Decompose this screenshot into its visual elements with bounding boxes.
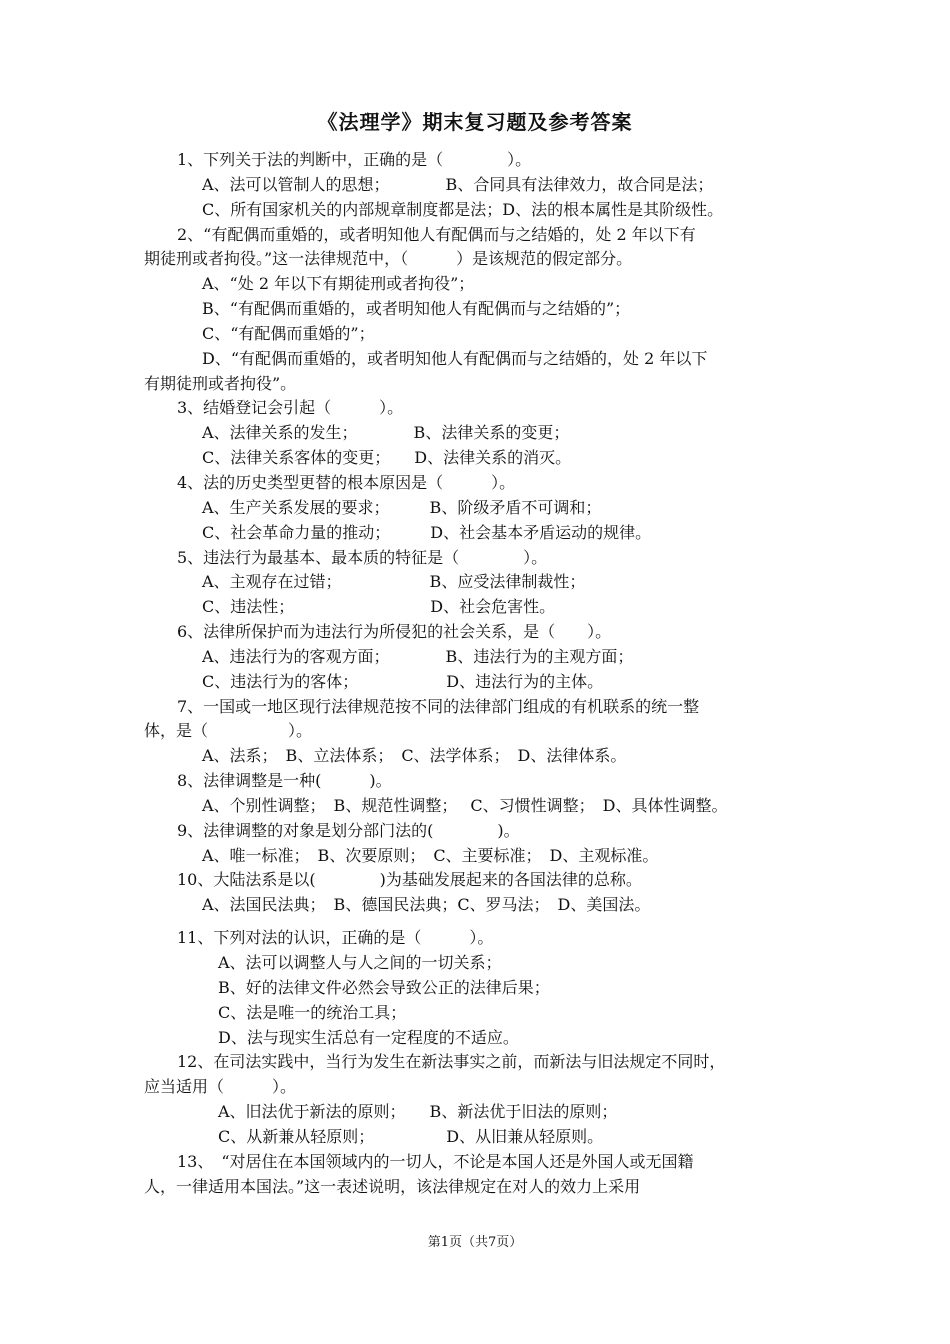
question-line: 4、法的历史类型更替的根本原因是（ ）。 — [177, 472, 516, 492]
option-line: C、从新兼从轻原则； D、从旧兼从轻原则。 — [218, 1126, 604, 1146]
question-line: 9、法律调整的对象是划分部门法的( )。 — [177, 820, 520, 840]
question-continuation: 人，一律适用本国法。”这一表述说明，该法律规定在对人的效力上采用 — [144, 1176, 641, 1196]
question-line: 7、一国或一地区现行法律规范按不同的法律部门组成的有机联系的统一整 — [177, 696, 700, 716]
option-line: C、违法性； D、社会危害性。 — [202, 597, 556, 617]
question-list — [144, 148, 812, 1199]
option-line: A、法系； B、立法体系； C、法学体系； D、法律体系。 — [202, 746, 627, 766]
option-line: A、主观存在过错； B、应受法律制裁性； — [202, 572, 586, 592]
option-line: C、法律关系客体的变更； D、法律关系的消灭。 — [202, 448, 572, 468]
question-line: 11、下列对法的认识，正确的是（ ）。 — [177, 928, 494, 948]
option-line: A、旧法优于新法的原则； B、新法优于旧法的原则； — [218, 1102, 618, 1122]
option-line: C、社会革命力量的推动； D、社会基本矛盾运动的规律。 — [202, 522, 652, 542]
question-line: 10、大陆法系是以( )为基础发展起来的各国法律的总称。 — [177, 870, 642, 890]
option-line: A、唯一标准； B、次要原则； C、主要标准； D、主观标准。 — [202, 845, 659, 865]
question-continuation: 体，是（ ）。 — [144, 721, 313, 741]
question-line: 8、法律调整是一种( )。 — [177, 771, 392, 791]
option-line: D、法与现实生活总有一定程度的不适应。 — [218, 1027, 519, 1047]
option-line: C、所有国家机关的内部规章制度都是法；D、法的根本属性是其阶级性。 — [202, 199, 724, 219]
option-line: C、违法行为的客体； D、违法行为的主体。 — [202, 671, 604, 691]
option-line: A、生产关系发展的要求； B、阶级矛盾不可调和； — [202, 497, 602, 517]
spacer — [144, 918, 812, 926]
option-line: A、个别性调整； B、规范性调整； C、习惯性调整； D、具体性调整。 — [202, 795, 728, 815]
question-continuation: 有期徒刑或者拘役”。 — [144, 373, 297, 393]
question-line: 2、“有配偶而重婚的，或者明知他人有配偶而与之结婚的，处 2 年以下有 — [177, 224, 696, 244]
option-line: A、法国民法典； B、德国民法典；C、罗马法； D、美国法。 — [202, 895, 651, 915]
option-line: B、好的法律文件必然会导致公正的法律后果； — [218, 977, 550, 997]
question-line: 3、结婚登记会引起（ ）。 — [177, 398, 404, 418]
question-continuation: 应当适用（ ）。 — [144, 1077, 297, 1097]
page-footer: 第1页（共7页） — [427, 1235, 523, 1250]
question-line: 5、违法行为最基本、最本质的特征是（ ）。 — [177, 547, 548, 567]
option-line: A、“处 2 年以下有期徒刑或者拘役”； — [202, 274, 475, 294]
option-line: C、法是唯一的统治工具； — [218, 1002, 407, 1022]
option-line: A、违法行为的客观方面； B、违法行为的主观方面； — [202, 646, 634, 666]
question-line: 12、在司法实践中，当行为发生在新法事实之前，而新法与旧法规定不同时， — [177, 1052, 726, 1072]
question-line: 13、 “对居住在本国领域内的一切人，不论是本国人还是外国人或无国籍 — [177, 1151, 694, 1171]
option-line: A、法律关系的发生； B、法律关系的变更； — [202, 423, 570, 443]
question-line: 6、法律所保护而为违法行为所侵犯的社会关系，是（ ）。 — [177, 622, 612, 642]
option-line: C、“有配偶而重婚的”； — [202, 323, 375, 343]
option-line: A、法可以管制人的思想； B、合同具有法律效力，故合同是法； — [202, 174, 714, 194]
option-line: A、法可以调整人与人之间的一切关系； — [218, 953, 502, 972]
page-title: 《法理学》期末复习题及参考答案 — [317, 110, 633, 134]
option-line: B、“有配偶而重婚的，或者明知他人有配偶而与之结婚的”； — [202, 299, 631, 319]
question-continuation: 期徒刑或者拘役。”这一法律规范中，（ ）是该规范的假定部分。 — [144, 249, 633, 269]
question-line: 1、下列关于法的判断中，正确的是（ ）。 — [177, 150, 532, 169]
option-line: D、“有配偶而重婚的，或者明知他人有配偶而与之结婚的，处 2 年以下 — [202, 348, 708, 368]
